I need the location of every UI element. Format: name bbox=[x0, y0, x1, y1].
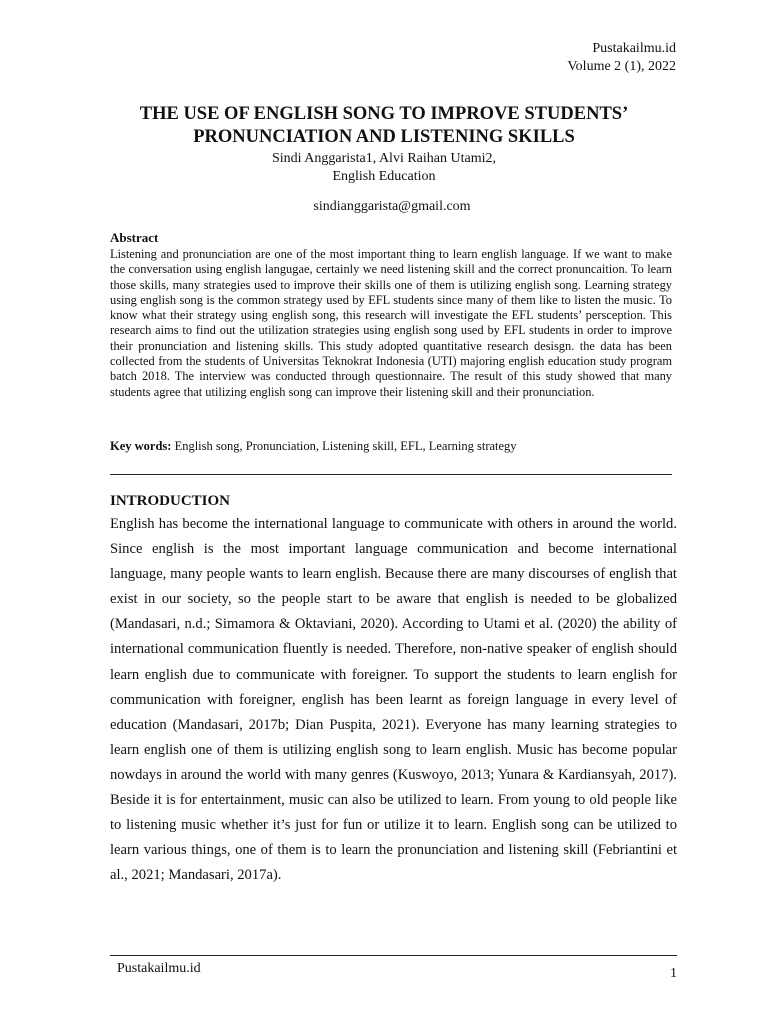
paper-title bbox=[0, 103, 768, 149]
introduction-body: English has become the international language to communicate with others in around the world. Since english is the most important language communication and become international language, many people wants to learn english. Because there are many discourses of english that exist in our society, so the people start to be aware that english is needed to be globalized (Mandasari, n.d.; Simamora & Oktaviani, 2020). According to Utami et al. (2020) the ability of international communication fluently is needed. Therefore, non-native speaker of english should learn english due to communicate with foreigner. To support the students to learn english for communication with foreigner, english has been learnt as foreign language in every level of education (Mandasari, 2017b; Dian Puspita, 2021). Everyone has many learning strategies to learn english one of them is utilizing english song to learn english. Music has become popular nowdays in around the world with many genres (Kuswoyo, 2013; Yunara & Kardiansyah, 2017). Beside it is for entertainment, music can also be utilized to learn. From young to old people like to listening music whether it’s just for fun or utilize it to learn. English song can be utilized to learn various things, one of them is to learn the pronunciation and listening skill (Febriantini et al., 2021; Mandasari, 2017a). bbox=[110, 516, 677, 884]
author-names: Sindi Anggarista1, Alvi Raihan Utami2, bbox=[272, 151, 496, 166]
introduction-heading: INTRODUCTION bbox=[110, 493, 231, 509]
section-divider bbox=[110, 474, 672, 475]
abstract-body: Listening and pronunciation are one of the most important thing to learn english language. If we want to make the conversation using english langugae, certainly we need listening skill and the correct pronuncaition. To learn those skills, many strategies used to improve their skills one of them is utilizing english song. Learning strategy using english song is the common strategy used by EFL students since many of them like to listen the music. To know what their strategy using english song, this research will investigate the EFL students’ persception. This research aims to find out the utilization strategies using english song used by EFL students in order to improve their pronunciation and listening skills. This study adopted quantitative research desisgn. the data has been collected from the students of Universitas Teknokrat Indonesia (UTI) majoring english education study program batch 2018. The interview was conducted through questionnaire. The result of this study showed that many students agree that utilizing english song can improve their listening skill and their pronunciation. bbox=[110, 247, 672, 399]
keywords-text: English song, Pronunciation, Listening skill, EFL, Learning strategy bbox=[174, 439, 517, 453]
author-email: sindianggarista@gmail.com bbox=[313, 199, 471, 214]
running-header bbox=[567, 40, 676, 76]
keywords bbox=[110, 438, 517, 454]
footer-divider bbox=[110, 955, 677, 956]
author-block bbox=[0, 150, 768, 186]
title-line-2: PRONUNCIATION AND LISTENING SKILLS bbox=[193, 127, 575, 147]
footer-journal-name: Pustakailmu.id bbox=[117, 961, 201, 976]
title-line-1: THE USE OF ENGLISH SONG TO IMPROVE STUDENTS’ bbox=[139, 104, 629, 124]
header-volume: Volume 2 (1), 2022 bbox=[567, 59, 676, 74]
abstract-heading: Abstract bbox=[110, 230, 159, 245]
page-number: 1 bbox=[670, 966, 677, 981]
header-journal-name: Pustakailmu.id bbox=[592, 41, 676, 56]
author-affiliation: English Education bbox=[332, 169, 436, 184]
keywords-label: Key words: bbox=[110, 439, 172, 453]
